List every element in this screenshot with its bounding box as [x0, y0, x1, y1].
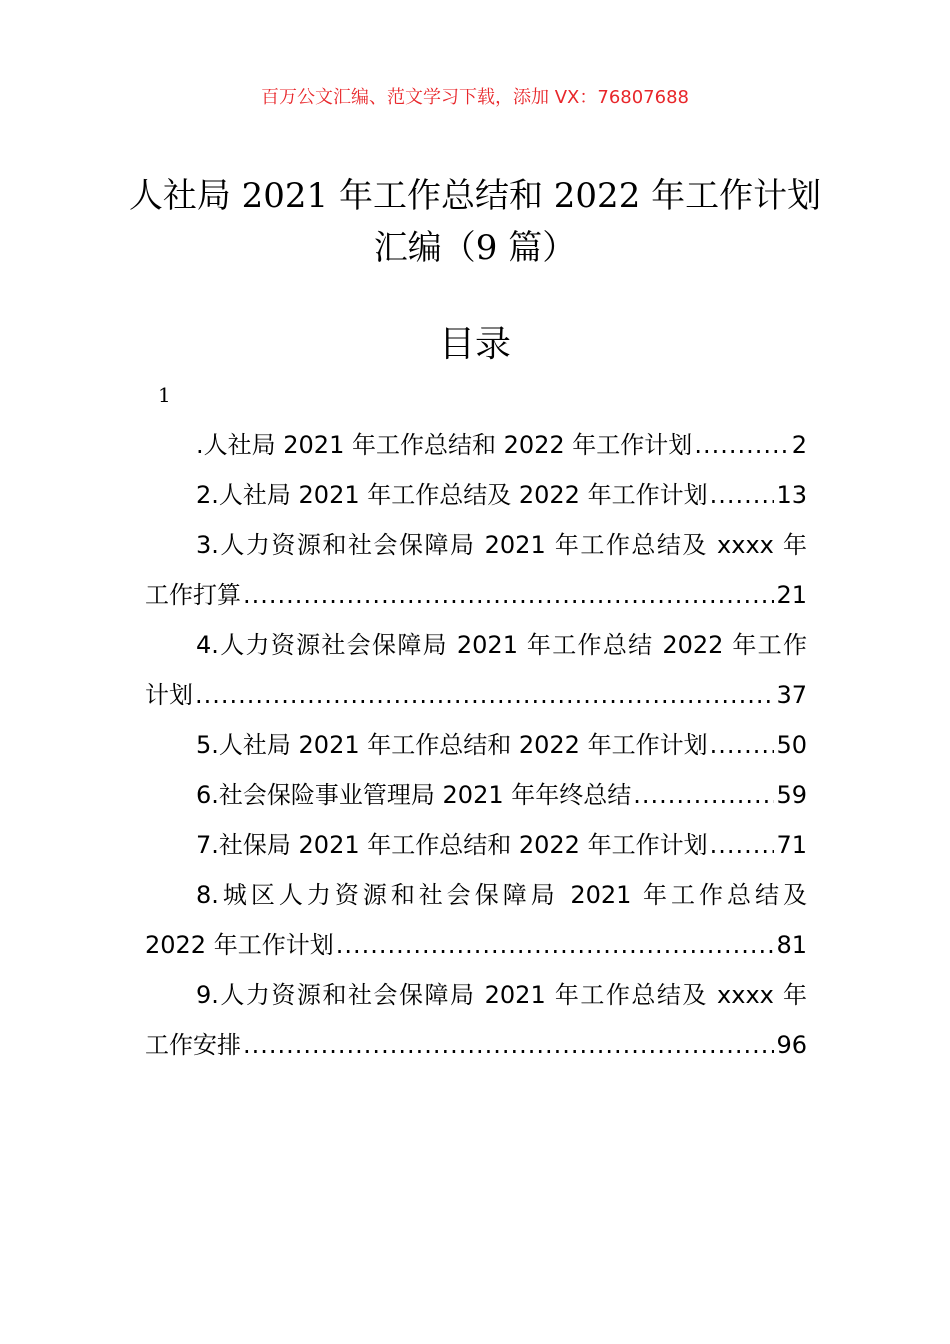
toc-entry-title: 9.人力资源和社会保障局 2021 年工作总结及 xxxx 年 — [196, 981, 807, 1009]
toc-entry-row — [145, 520, 807, 570]
toc-entry-page: 81 — [776, 931, 807, 959]
dot-leader — [710, 720, 775, 770]
toc-entry-title: 8.城区人力资源和社会保障局 2021 年工作总结及 — [196, 881, 807, 909]
toc-heading: 目录 — [438, 324, 511, 365]
toc-entry-page: 96 — [776, 1031, 807, 1059]
toc-entry-title: 4.人力资源社会保障局 2021 年工作总结 2022 年工作 — [196, 631, 807, 659]
toc-entry-row — [145, 670, 807, 720]
toc-entry-row — [145, 1020, 807, 1070]
dot-leader — [633, 770, 774, 820]
toc-entry-row — [145, 570, 807, 620]
header-promo-note: 百万公文汇编、范文学习下载，添加 VX：76807688 — [261, 87, 689, 108]
toc-entry-title-cont: 2022 年工作计划 — [145, 931, 334, 959]
toc-entry-row — [145, 420, 807, 470]
toc-entry-title: 7.社保局 2021 年工作总结和 2022 年工作计划 — [196, 831, 708, 859]
dot-leader — [243, 570, 774, 620]
toc-entry-title: 6.社会保险事业管理局 2021 年年终总结 — [196, 781, 632, 809]
toc-entry[interactable] — [145, 770, 807, 820]
toc-entry-page: 37 — [776, 681, 807, 709]
dot-leader — [710, 820, 775, 870]
toc-entry[interactable] — [145, 720, 807, 770]
document-title-line-2: 汇编（9 篇） — [373, 228, 577, 268]
toc-entry-title: 3.人力资源和社会保障局 2021 年工作总结及 xxxx 年 — [196, 531, 807, 559]
dot-leader — [243, 1020, 774, 1070]
toc-entry[interactable] — [145, 520, 807, 620]
toc-entry[interactable] — [145, 420, 807, 470]
toc-entry[interactable] — [145, 820, 807, 870]
toc-entry-page: 59 — [776, 781, 807, 809]
toc-entry-row — [145, 720, 807, 770]
toc-entry-row — [145, 470, 807, 520]
table-of-contents — [145, 420, 807, 1070]
toc-entry-row — [145, 820, 807, 870]
dot-leader — [336, 920, 775, 970]
dot-leader — [710, 470, 775, 520]
toc-entry-page: 21 — [776, 581, 807, 609]
toc-entry-title: 5.人社局 2021 年工作总结和 2022 年工作计划 — [196, 731, 708, 759]
document-title — [120, 170, 830, 274]
toc-entry-title: .人社局 2021 年工作总结和 2022 年工作计划 — [196, 431, 693, 459]
toc-entry[interactable] — [145, 620, 807, 720]
dot-leader — [694, 420, 789, 470]
dot-leader — [195, 670, 774, 720]
toc-entry-page: 50 — [776, 731, 807, 759]
toc-entry-page: 13 — [776, 481, 807, 509]
toc-entry-row — [145, 770, 807, 820]
toc-entry[interactable] — [145, 470, 807, 520]
toc-entry-page: 2 — [791, 431, 807, 459]
toc-entry-title-cont: 工作安排 — [145, 1031, 241, 1059]
toc-entry-row — [145, 620, 807, 670]
toc-entry[interactable] — [145, 970, 807, 1070]
page-marker: 1 — [158, 383, 171, 407]
toc-entry-title-cont: 工作打算 — [145, 581, 241, 609]
toc-entry[interactable] — [145, 870, 807, 970]
toc-entry-title: 2.人社局 2021 年工作总结及 2022 年工作计划 — [196, 481, 708, 509]
toc-entry-page: 71 — [776, 831, 807, 859]
toc-entry-row — [145, 970, 807, 1020]
toc-entry-row — [145, 920, 807, 970]
toc-entry-title-cont: 计划 — [145, 681, 193, 709]
document-title-line-1: 人社局 2021 年工作总结和 2022 年工作计划 — [128, 176, 822, 216]
toc-entry-row — [145, 870, 807, 920]
